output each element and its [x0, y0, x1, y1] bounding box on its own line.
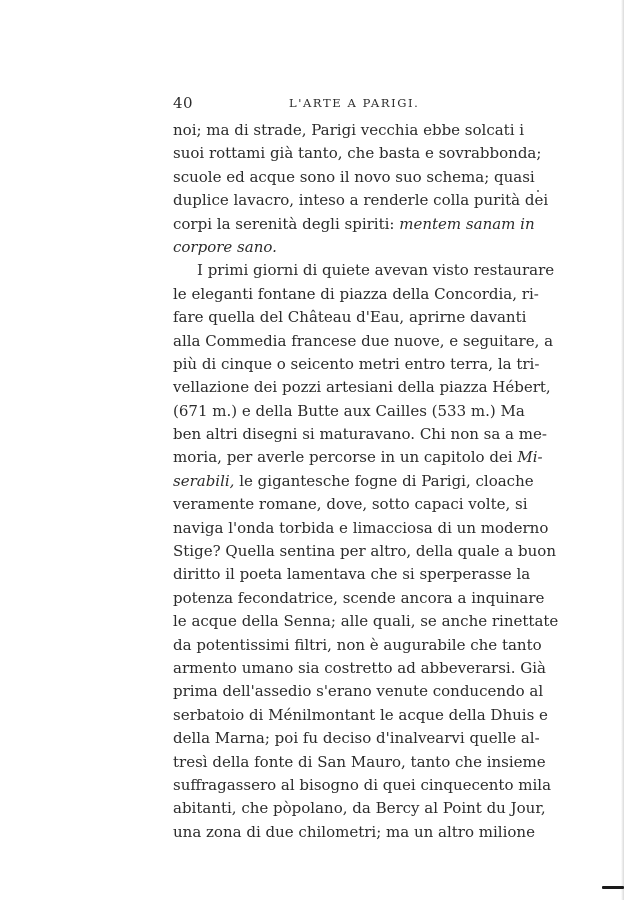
line-text: ben altri disegni si maturavano. Chi non sa a me- — [173, 425, 547, 444]
line-text: vellazione dei pozzi artesiani della piazza Hébert, — [173, 378, 551, 397]
text-line — [173, 119, 525, 142]
italic-phrase: Mi- — [517, 448, 543, 467]
text-line — [173, 493, 528, 516]
line-text: diritto il poeta lamentava che si sperperasse la — [173, 565, 531, 584]
line-text: da potentissimi filtri, non è augurabile che tanto — [173, 635, 542, 654]
text-line — [173, 610, 559, 633]
line-text: moria, per averle percorse in un capitolo dei — [173, 448, 518, 467]
page-header — [173, 94, 513, 114]
line-text: suffragassero al bisogno di quei cinquecento mila — [173, 775, 552, 794]
running-title: L'ARTE A PARIGI. — [289, 96, 420, 110]
text-line — [173, 423, 547, 446]
italic-phrase: serabili, — [173, 471, 235, 490]
line-text: le gigantesche fogne di Parigi, cloache — [234, 471, 534, 490]
text-line — [173, 751, 546, 774]
text-line — [173, 727, 540, 750]
line-text: veramente romane, dove, sotto capaci volte, si — [173, 495, 528, 514]
italic-phrase: corpore sano. — [173, 237, 277, 256]
text-line — [173, 563, 531, 586]
line-text: armento umano sia costretto ad abbeverarsi. Già — [173, 658, 546, 677]
body-text — [173, 119, 559, 844]
line-text: naviga l'onda torbida e limacciosa di un moderno — [173, 518, 549, 537]
line-text: alla Commedia francese due nuove, e seguitare, a — [173, 331, 554, 350]
text-line — [173, 166, 535, 189]
line-text: le acque della Senna; alle quali, se anche rinettate — [173, 612, 559, 631]
text-line — [173, 142, 542, 165]
text-line — [173, 634, 542, 657]
text-line — [173, 797, 546, 820]
line-text: una zona di due chilometri; ma un altro milione — [173, 822, 535, 841]
italic-phrase: mentem sanam in — [399, 214, 535, 233]
text-line — [173, 446, 543, 469]
page-number: 40 — [173, 94, 194, 112]
line-text: prima dell'assedio s'erano venute conducendo al — [173, 682, 544, 701]
line-text: serbatoio di Ménilmontant le acque della Dhuis e — [173, 705, 548, 724]
line-text: fare quella del Château d'Eau, aprirne davanti — [173, 308, 527, 327]
line-text: abitanti, che pòpolano, da Bercy al Point du Jour, — [173, 799, 546, 818]
line-text: Stige? Quella sentina per altro, della quale a buon — [173, 542, 556, 561]
line-text: suoi rottami già tanto, che basta e sovrabbonda; — [173, 144, 542, 163]
text-line — [173, 213, 535, 236]
text-line — [173, 259, 555, 282]
text-line — [173, 680, 544, 703]
text-line — [173, 306, 527, 329]
line-text: più di cinque o seicento metri entro terra, la tri- — [173, 354, 540, 373]
text-line — [173, 470, 534, 493]
text-line — [173, 376, 551, 399]
text-line — [173, 236, 515, 259]
scan-edge-mark — [602, 886, 624, 889]
text-line — [173, 283, 539, 306]
text-line — [173, 330, 554, 353]
text-line — [173, 189, 549, 212]
text-line — [173, 517, 549, 540]
text-line — [173, 353, 540, 376]
text-line — [173, 657, 546, 680]
text-line — [173, 400, 525, 423]
line-text: scuole ed acque sono il novo suo schema; quasi — [173, 167, 535, 186]
line-text: potenza fecondatrice, scende ancora a inquinare — [173, 588, 545, 607]
line-text: tresì della fonte di San Mauro, tanto che insieme — [173, 752, 546, 771]
line-text: della Marna; poi fu deciso d'inalvearvi quelle al- — [173, 729, 540, 748]
text-line — [173, 821, 535, 844]
line-text: le eleganti fontane di piazza della Concordia, ri- — [173, 284, 539, 303]
text-line — [173, 704, 548, 727]
text-line — [173, 540, 556, 563]
text-line — [173, 587, 545, 610]
line-text: noi; ma di strade, Parigi vecchia ebbe solcati i — [173, 121, 525, 139]
line-text: duplice lavacro, inteso a renderle colla purità dei — [173, 191, 549, 210]
line-text: I primi giorni di quiete avevan visto restaurare — [197, 261, 555, 280]
line-text: corpi la serenità degli spiriti: — [173, 214, 400, 233]
line-text: (671 m.) e della Butte aux Cailles (533 m.) Ma — [173, 401, 525, 420]
text-line — [173, 774, 552, 797]
